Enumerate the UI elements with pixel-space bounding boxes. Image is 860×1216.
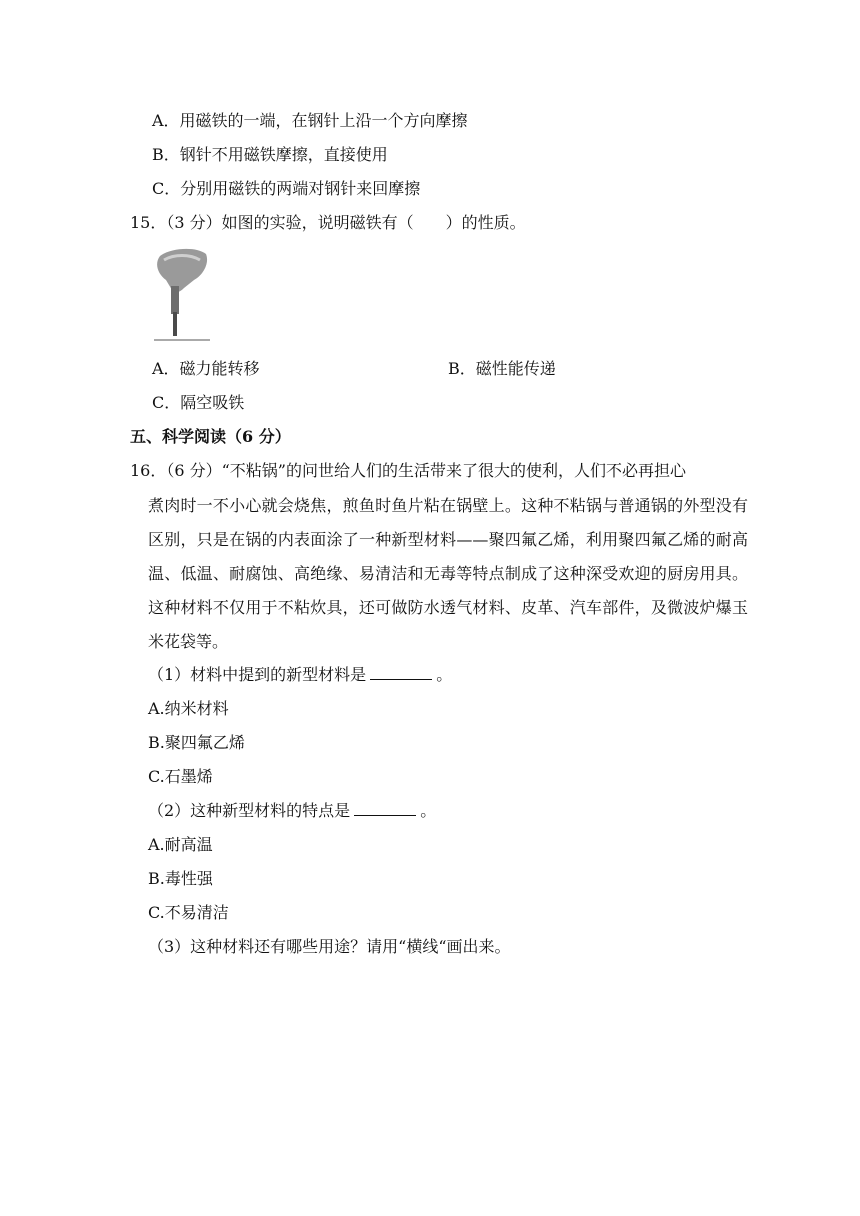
- answer-blank-1[interactable]: [370, 665, 432, 680]
- option-16-1a: A.纳米材料: [148, 699, 229, 718]
- question-16-lead: 16．（6 分）“不粘锅”的问世给人们的生活带来了很大的使利，人们不必再担心: [130, 461, 686, 480]
- subquestion-1: [148, 664, 452, 686]
- magnet-experiment-figure: [150, 246, 212, 346]
- subquestion-2: [148, 800, 436, 822]
- option-15c: C．隔空吸铁: [152, 393, 245, 412]
- section-5-title: 五、科学阅读（6 分）: [130, 427, 291, 446]
- question-16-passage: 煮肉时一不小心就会烧焦，煎鱼时鱼片粘在锅壁上。这种不粘锅与普通锅的外型没有区别，只是在锅的内表面涂了一种新型材料——聚四氟乙烯，利用聚四氟乙烯的耐高温、低温、耐腐蚀、高绝缘、易清洁和无毒等特点制成了这种深受欢迎的厨房用具。这种材料不仅用于不粘炊具，还可做防水透气材料、皮革、汽车部件，及微波炉爆玉米花袋等。: [148, 496, 748, 651]
- subquestion-2-prompt: （2）这种新型材料的特点是: [148, 801, 351, 820]
- subquestion-2-end: 。: [420, 801, 437, 820]
- option-15a: A．磁力能转移: [152, 359, 260, 378]
- subquestion-3: （3）这种材料还有哪些用途？请用“横线“画出来。: [148, 937, 511, 956]
- option-16-1c: C.石墨烯: [148, 767, 213, 786]
- option-14c: C．分别用磁铁的两端对钢针来回摩擦: [152, 179, 421, 198]
- subquestion-1-prompt: （1）材料中提到的新型材料是: [148, 665, 367, 684]
- option-16-1b: B.聚四氟乙烯: [148, 733, 245, 752]
- question-15-stem: 15．（3 分）如图的实验，说明磁铁有（ ）的性质。: [130, 213, 526, 232]
- subquestion-1-end: 。: [436, 665, 453, 684]
- option-14b: B．钢针不用磁铁摩擦，直接使用: [152, 145, 388, 164]
- option-15b: B．磁性能传递: [448, 359, 556, 378]
- option-16-2c: C.不易清洁: [148, 903, 229, 922]
- option-16-2a: A.耐高温: [148, 835, 213, 854]
- option-16-2b: B.毒性强: [148, 869, 213, 888]
- option-14a: A．用磁铁的一端，在钢针上沿一个方向摩擦: [152, 111, 468, 130]
- answer-blank-2[interactable]: [354, 801, 416, 816]
